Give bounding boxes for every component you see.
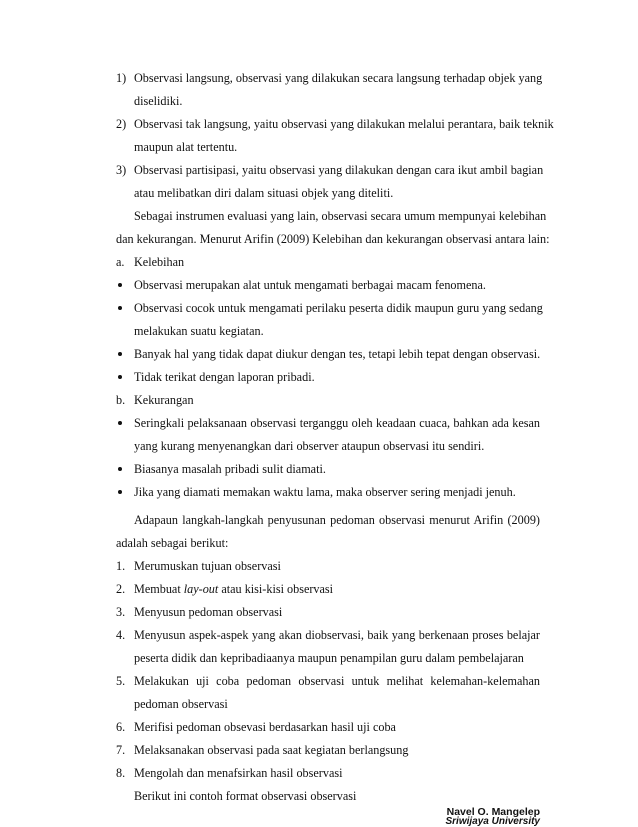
section-letter: b.: [116, 393, 126, 407]
bullet-item-text: melakukan suatu kegiatan.: [134, 324, 264, 338]
bullet-item-text: Seringkali pelaksanaan observasi terganggu oleh keadaan cuaca, bahkan ada kesan: [134, 416, 540, 430]
bullet-item-text: yang kurang menyenangkan dari observer ataupun observasi itu sendiri.: [134, 439, 485, 453]
bullet-item-text: Tidak terikat dengan laporan pribadi.: [134, 370, 315, 384]
footer-author: Navel O. Mangelep: [446, 806, 540, 818]
step-number: 1.: [116, 559, 126, 573]
step-text: peserta didik dan kepribadiaanya maupun penampilan guru dalam pembelajaran: [134, 651, 524, 665]
step-text: Merumuskan tujuan observasi: [134, 559, 281, 573]
step-number: 8.: [116, 766, 126, 780]
step-number: 6.: [116, 720, 126, 734]
bullet-item-text: Banyak hal yang tidak dapat diukur dengan tes, tetapi lebih tepat dengan observasi.: [134, 347, 541, 361]
step-text: Melaksanakan observasi pada saat kegiatan berlangsung: [134, 743, 409, 757]
step-number: 7.: [116, 743, 126, 757]
step-text: Menyusun aspek-aspek yang akan diobservasi, baik yang berkenaan proses belajar: [134, 628, 540, 642]
bullet-item-text: Observasi cocok untuk mengamati perilaku peserta didik maupun guru yang sedang: [134, 301, 543, 315]
bullet-icon: [118, 490, 122, 494]
step-text: pedoman observasi: [134, 697, 228, 711]
list-item-number: 3): [116, 163, 127, 177]
closing-line: Berikut ini contoh format observasi observasi: [134, 789, 357, 803]
bullet-item-text: Observasi merupakan alat untuk mengamati berbagai macam fenomena.: [134, 278, 486, 292]
step-text: Merifisi pedoman obsevasi berdasarkan hasil uji coba: [134, 720, 396, 734]
paragraph-line: dan kekurangan. Menurut Arifin (2009) Kelebihan dan kekurangan observasi antara lain:: [116, 232, 550, 246]
step-text: Menyusun pedoman observasi: [134, 605, 283, 619]
step-number: 5.: [116, 674, 126, 688]
section-label: Kekurangan: [134, 393, 194, 407]
bullet-icon: [118, 375, 122, 379]
list-item-number: 2): [116, 117, 127, 131]
list-item-text: maupun alat tertentu.: [134, 140, 238, 154]
step-number: 3.: [116, 605, 126, 619]
list-item-text: atau melibatkan diri dalam situasi objek yang diteliti.: [134, 186, 394, 200]
paragraph-line: Adapaun langkah-langkah penyusunan pedoman observasi menurut Arifin (2009): [134, 513, 540, 527]
section-letter: a.: [116, 255, 125, 269]
bullet-icon: [118, 283, 122, 287]
paragraph-line: Sebagai instrumen evaluasi yang lain, observasi secara umum mempunyai kelebihan: [134, 209, 547, 223]
list-item-number: 1): [116, 71, 127, 85]
step-number: 4.: [116, 628, 126, 642]
list-item-text: Observasi langsung, observasi yang dilakukan secara langsung terhadap objek yang: [134, 71, 543, 85]
list-item-text: Observasi partisipasi, yaitu observasi yang dilakukan dengan cara ikut ambil bagian: [134, 163, 544, 177]
footer-university: Sriwijaya University: [445, 816, 540, 827]
bullet-item-text: Biasanya masalah pribadi sulit diamati.: [134, 462, 326, 476]
step-text: Melakukan uji coba pedoman observasi untuk melihat kelemahan-kelemahan: [134, 674, 540, 688]
paragraph-line: adalah sebagai berikut:: [116, 536, 229, 550]
bullet-icon: [118, 306, 122, 310]
section-label: Kelebihan: [134, 255, 185, 269]
step-text: Mengolah dan menafsirkan hasil observasi: [134, 766, 343, 780]
bullet-icon: [118, 352, 122, 356]
list-item-text: Observasi tak langsung, yaitu observasi yang dilakukan melalui perantara, baik teknik: [134, 117, 554, 131]
step-number: 2.: [116, 582, 126, 596]
step-text-italic: lay-out: [183, 582, 219, 596]
list-item-text: diselidiki.: [134, 94, 183, 108]
bullet-icon: [118, 421, 122, 425]
bullet-item-text: Jika yang diamati memakan waktu lama, maka observer sering menjadi jenuh.: [134, 485, 516, 499]
bullet-icon: [118, 467, 122, 471]
step-text: Membuat lay-out atau kisi-kisi observasi: [134, 582, 334, 596]
